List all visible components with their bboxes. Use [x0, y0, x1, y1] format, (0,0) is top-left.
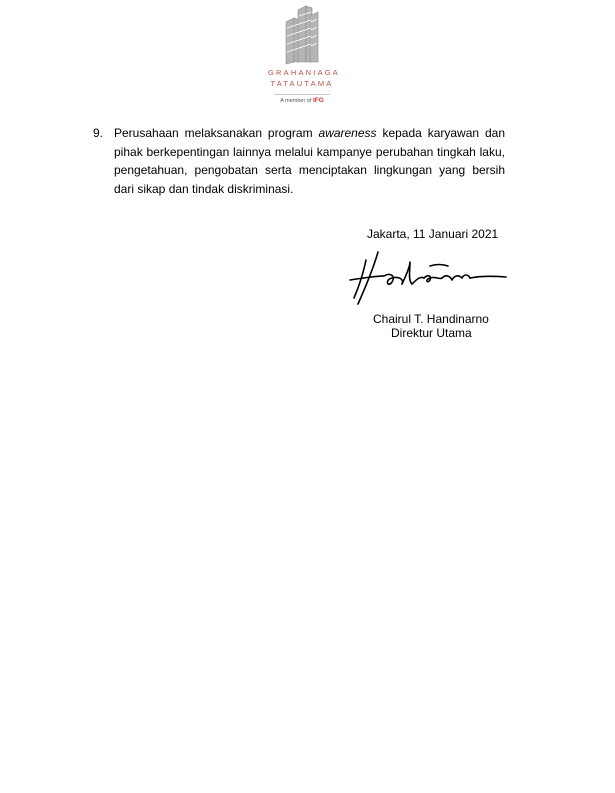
- paragraph-text-start: Perusahaan melaksanakan program: [114, 126, 319, 140]
- signoff-place-date: Jakarta, 11 Januari 2021: [367, 227, 499, 241]
- paragraph-number: 9.: [93, 126, 104, 140]
- logo-member-tagline: [268, 97, 336, 104]
- signatory-name: Chairul T. Handinarno: [373, 312, 489, 326]
- handwritten-signature: [344, 246, 508, 310]
- paragraph-text: [114, 124, 505, 198]
- paragraph-text-end: kepada karyawan dan pihak berkepentingan lainnya melalui kampanye perubahan tingkah laku, pengetahuan, pengobatan serta menciptakan lingkungan yang bersih dari sikap dan tindak diskriminasi.: [114, 126, 506, 196]
- logo-member-brand: IFG: [312, 97, 324, 104]
- company-logo: [268, 4, 341, 110]
- numbered-paragraph: [93, 124, 505, 198]
- logo-divider: [274, 94, 330, 95]
- signatory-title: Direktur Utama: [391, 326, 472, 340]
- building-logo-icon: [268, 4, 336, 66]
- logo-company-name-line2: TATAUTAMA: [270, 79, 334, 88]
- paragraph-emphasis: awareness: [318, 126, 377, 140]
- logo-company-name-line1: GRAHANIAGA: [268, 68, 341, 77]
- logo-member-prefix: A member of: [280, 98, 312, 104]
